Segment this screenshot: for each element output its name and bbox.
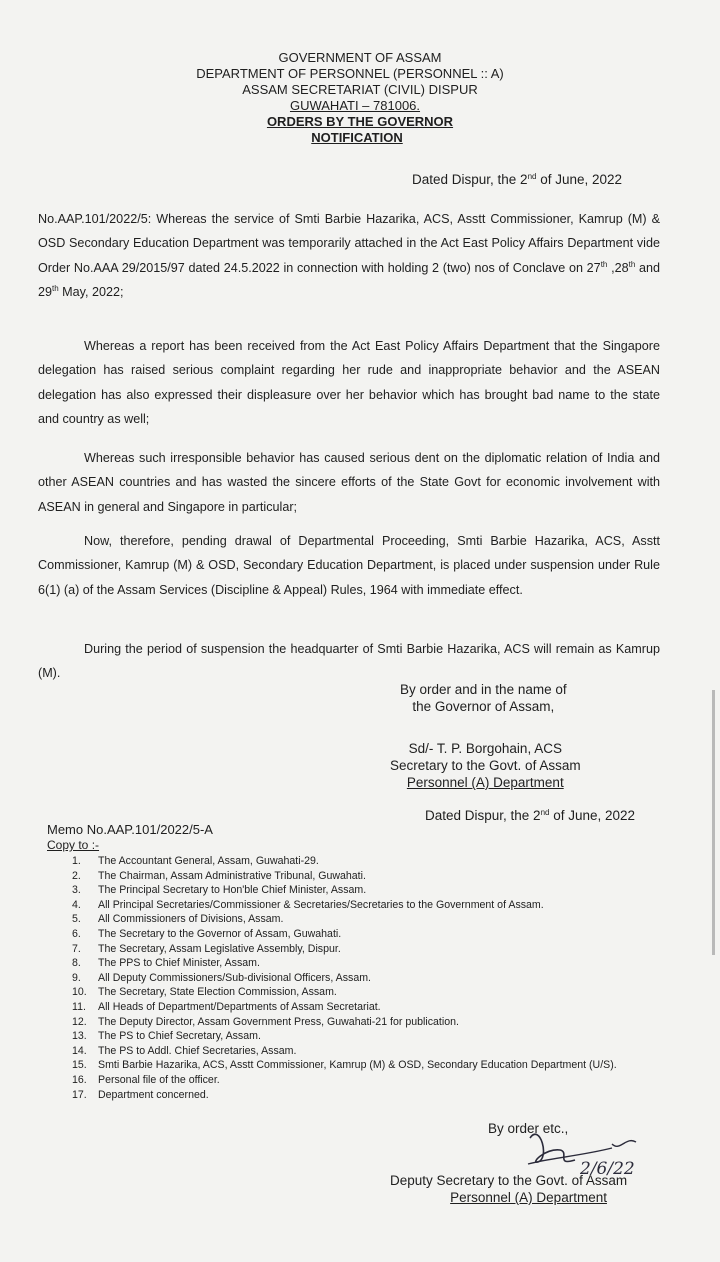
copy-list-item: [72, 869, 682, 884]
notification-date: Dated Dispur, the 2nd of June, 2022: [412, 172, 623, 187]
signatory-block: [390, 740, 581, 791]
by-order-etc: By order etc.,: [488, 1121, 569, 1136]
copy-list-number: 8.: [72, 957, 81, 970]
copy-list-text: The Secretary to the Governor of Assam, Guwahati.: [98, 927, 342, 940]
copy-list-item: [72, 1015, 682, 1030]
header-city: GUWAHATI – 781006.: [289, 98, 421, 113]
copy-list-number: 6.: [72, 927, 81, 940]
copy-list-text: All Heads of Department/Departments of Assam Secretariat.: [98, 1000, 381, 1013]
handwritten-signature-icon: [520, 1118, 650, 1180]
copy-list-text: The Accountant General, Assam, Guwahati-29.: [98, 855, 319, 867]
copy-list-number: 14.: [72, 1044, 87, 1057]
document-header: [0, 50, 720, 146]
copy-list-number: 11.: [72, 1000, 86, 1013]
copy-list-item: [72, 927, 682, 942]
copy-list-text: Smti Barbie Hazarika, ACS, Asstt Commissioner, Kamrup (M) & OSD, Secondary Education Department (U/S).: [98, 1059, 617, 1072]
copy-list-number: 7.: [72, 942, 81, 955]
copy-list-item: [72, 1073, 682, 1088]
copy-list-item: [72, 883, 682, 898]
copy-list-text: The Deputy Director, Assam Government Press, Guwahati-21 for publication.: [98, 1015, 459, 1028]
copy-list-text: The Secretary, State Election Commission, Assam.: [98, 986, 337, 999]
copy-list-item: [72, 854, 682, 869]
copy-list-item: [72, 1088, 682, 1103]
copy-to-label: Copy to :-: [47, 838, 100, 852]
copy-list-item: [72, 1029, 682, 1044]
signatory-title: Secretary to the Govt. of Assam: [390, 758, 581, 773]
copy-list-item: [72, 1044, 682, 1059]
paragraph-1: No.AAP.101/2022/5: Whereas the service of Smti Barbie Hazarika, ACS, Asstt Commissioner, Kamrup (M) & OSD Secondary Education Department was temporarily attached in the Act East Policy Affairs Department vide Order No.AAA 29/2015/97 dated 24.5.2022 in connection with holding 2 (two) nos of Conclave on 27th ,28th and 29th May, 2022;: [38, 212, 660, 299]
copy-list-text: The Principal Secretary to Hon'ble Chief Minister, Assam.: [98, 884, 367, 897]
copy-list-text: All Deputy Commissioners/Sub-divisional Officers, Assam.: [98, 971, 371, 984]
copy-list-number: 13.: [72, 1030, 87, 1043]
copy-list-text: The PPS to Chief Minister, Assam.: [98, 957, 260, 970]
handwritten-date: 2/6/22: [580, 1159, 635, 1179]
copy-list-number: 10.: [72, 986, 87, 999]
copy-list-item: [72, 942, 682, 957]
paragraph-5: During the period of suspension the headquarter of Smti Barbie Hazarika, ACS will remain as Kamrup (M).: [38, 642, 660, 681]
copy-list: [72, 854, 682, 1102]
signatory-department: Personnel (A) Department: [406, 775, 564, 790]
copy-list-text: The PS to Addl. Chief Secretaries, Assam.: [98, 1044, 297, 1057]
authority-line-1: By order and in the name of: [400, 682, 567, 697]
paragraph-4: Now, therefore, pending drawal of Departmental Proceeding, Smti Barbie Hazarika, ACS, Asstt Commissioner, Kamrup (M) & OSD, Secondary Education Department, is placed under suspension under Rule 6(1) (a) of the Assam Services (Discipline & Appeal) Rules, 1964 with immediate effect.: [38, 534, 660, 597]
copy-list-item: [72, 1000, 682, 1015]
copy-list-item: [72, 971, 682, 986]
closing-department: Personnel (A) Department: [450, 1190, 607, 1205]
copy-list-number: 12.: [72, 1015, 87, 1028]
signatory-name: Sd/- T. P. Borgohain, ACS: [408, 741, 562, 756]
paragraph-3: Whereas such irresponsible behavior has caused serious dent on the diplomatic relation of India and other ASEAN countries and has wasted the sincere efforts of the State Govt for economic involvement with ASEAN in general and Singapore in particular;: [38, 451, 660, 514]
copy-list-item: [72, 985, 682, 1000]
closing-block: [390, 1172, 627, 1206]
paragraph-2: Whereas a report has been received from the Act East Policy Affairs Department that the Singapore delegation has raised serious complaint regarding her rude and inappropriate behavior and the ASEAN delegation has also expressed their displeasure over her behavior which has brought bad name to the state and country as well;: [38, 339, 660, 426]
copy-list-number: 16.: [72, 1073, 87, 1086]
copy-list-text: All Principal Secretaries/Commissioner & Secretaries/Secretaries to the Government of Assam.: [98, 898, 544, 911]
copy-list-text: Personal file of the officer.: [98, 1073, 220, 1086]
copy-list-number: 2.: [72, 869, 81, 882]
copy-list-number: 17.: [72, 1088, 87, 1101]
closing-title: Deputy Secretary to the Govt. of Assam: [390, 1173, 628, 1188]
copy-list-number: 5.: [72, 913, 81, 926]
header-notification: NOTIFICATION: [311, 130, 403, 145]
copy-list-item: [72, 898, 682, 913]
copy-list-text: The Secretary, Assam Legislative Assembly, Dispur.: [98, 942, 341, 955]
copy-list-text: The PS to Chief Secretary, Assam.: [98, 1030, 261, 1043]
copy-list-item: [72, 1058, 682, 1073]
memo-date: Dated Dispur, the 2nd of June, 2022: [425, 808, 636, 823]
copy-list-item: [72, 956, 682, 971]
copy-list-number: 9.: [72, 971, 81, 984]
copy-list-item: [72, 912, 682, 927]
header-department: DEPARTMENT OF PERSONNEL (PERSONNEL :: A): [196, 66, 504, 81]
copy-list-number: 3.: [72, 884, 81, 897]
memo-number: Memo No.AAP.101/2022/5-A: [47, 822, 213, 837]
header-secretariat: ASSAM SECRETARIAT (CIVIL) DISPUR: [242, 82, 478, 97]
header-government: GOVERNMENT OF ASSAM: [278, 50, 442, 65]
copy-list-number: 4.: [72, 898, 81, 911]
authority-line-2: the Governor of Assam,: [412, 699, 555, 714]
copy-list-number: 15.: [72, 1059, 87, 1072]
authority-block: [400, 681, 567, 715]
copy-list-number: 1.: [72, 855, 81, 867]
copy-list-text: The Chairman, Assam Administrative Tribunal, Guwahati.: [98, 869, 366, 882]
header-orders: ORDERS BY THE GOVERNOR: [266, 114, 454, 129]
copy-list-text: All Commissioners of Divisions, Assam.: [98, 913, 284, 926]
copy-list-text: Department concerned.: [98, 1088, 209, 1101]
scan-edge-shadow: [712, 690, 715, 955]
